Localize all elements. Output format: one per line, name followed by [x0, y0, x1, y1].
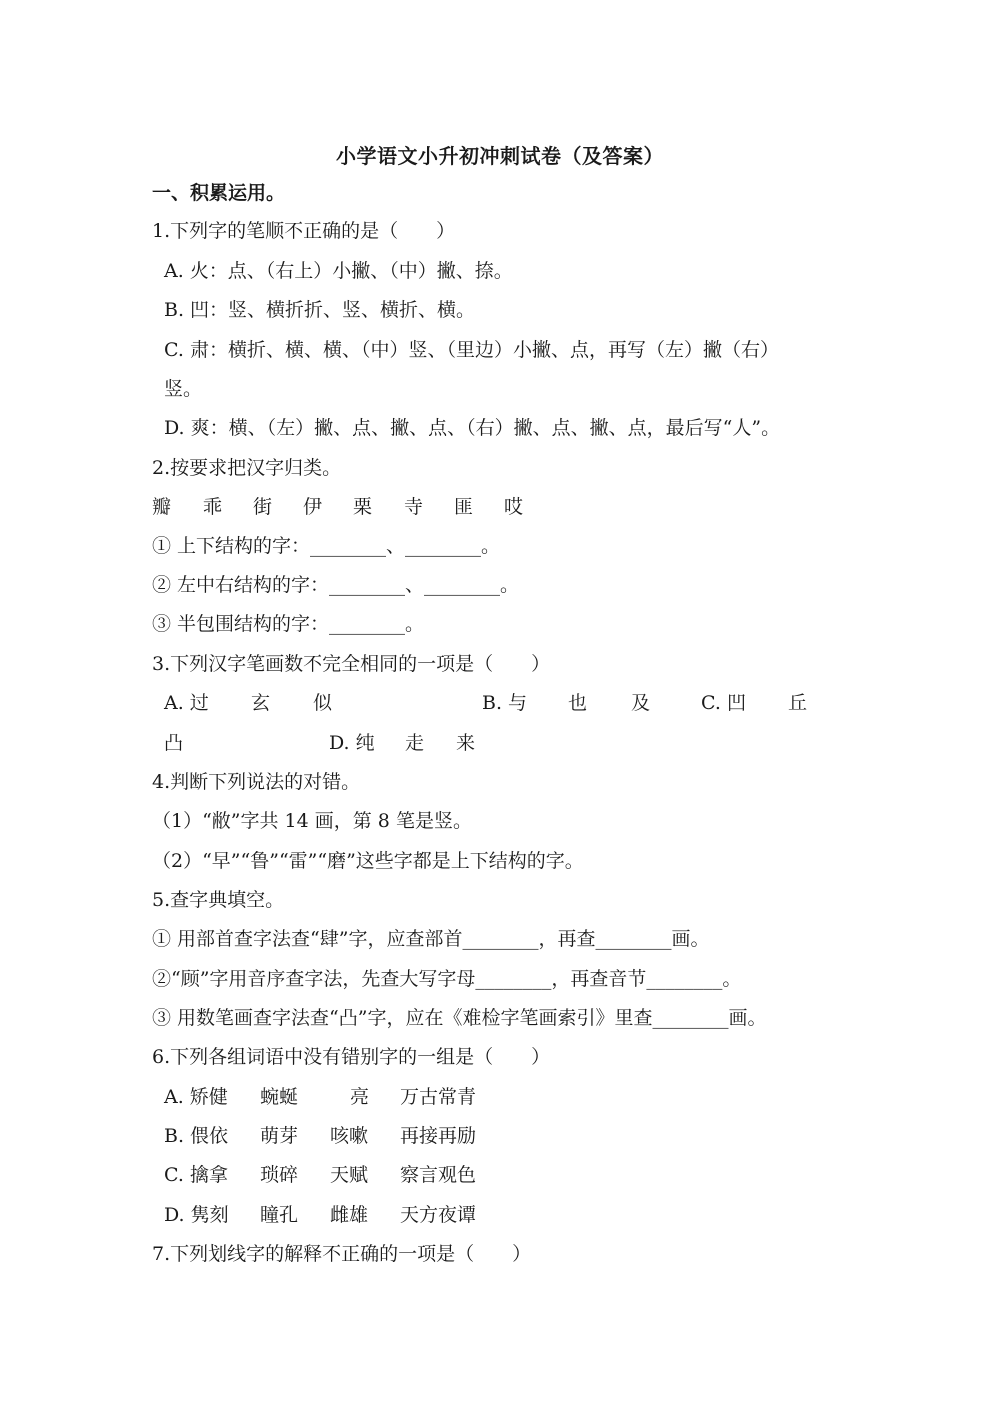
- question-6-option-c: C. 擒拿: [164, 1164, 228, 1186]
- question-1-option-c: C. 肃：横折、横、横、（中）竖、（里边）小撇、点，再写（左）撇（右）: [164, 339, 779, 361]
- question-6-word: 天赋: [330, 1164, 369, 1186]
- question-6-option-a: A. 矫健: [164, 1086, 228, 1108]
- question-3-option-b-char: 也: [568, 692, 588, 714]
- question-3-option-a: A. 过: [164, 692, 209, 714]
- char-item: 寺: [404, 496, 424, 518]
- question-3-option-d-char: 来: [456, 732, 476, 754]
- question-3-option-c-char: 丘: [788, 692, 808, 714]
- question-4-stem: 4.判断下列说法的对错。: [152, 771, 361, 793]
- section-heading: 一、积累运用。: [152, 182, 286, 204]
- question-3-option-b: B. 与: [482, 692, 528, 714]
- question-6-word: 雌雄: [330, 1204, 369, 1226]
- char-item: 栗: [353, 496, 373, 518]
- question-1-stem: 1.下列字的笔顺不正确的是（ ）: [152, 220, 456, 242]
- question-6-option-d: D. 隽刻: [164, 1204, 229, 1226]
- question-3-option-c: C. 凹: [701, 692, 746, 714]
- question-3-option-d: D. 纯: [329, 732, 375, 754]
- question-5-sub-3: ③ 用数笔画查字法查“凸”字，应在《难检字笔画索引》里查________画。: [152, 1007, 767, 1029]
- question-3-option-a-char: 似: [313, 692, 333, 714]
- char-item: 匪: [454, 496, 474, 518]
- question-6-word: 咳嗽: [330, 1125, 369, 1147]
- question-5-sub-2: ②“顾”字用音序查字法，先查大写字母________，再查音节________。: [152, 968, 742, 990]
- question-6-word: 亮: [350, 1086, 370, 1108]
- question-6-word: 再接再励: [400, 1125, 477, 1147]
- question-5-stem: 5.查字典填空。: [152, 889, 285, 911]
- question-6-word: 琐碎: [260, 1164, 299, 1186]
- char-item: 哎: [504, 496, 524, 518]
- question-2-stem: 2.按要求把汉字归类。: [152, 457, 342, 479]
- question-3-option-d-char: 走: [405, 732, 425, 754]
- question-2-sub-1: ① 上下结构的字：________、________。: [152, 535, 501, 557]
- question-5-sub-1: ① 用部首查字法查“肆”字，应查部首________，再查________画。: [152, 928, 710, 950]
- question-7-stem: 7.下列划线字的解释不正确的一项是（ ）: [152, 1243, 532, 1265]
- question-6-word: 天方夜谭: [400, 1204, 477, 1226]
- question-6-word: 萌芽: [260, 1125, 299, 1147]
- question-6-word: 瞳孔: [260, 1204, 299, 1226]
- question-1-option-c-cont: 竖。: [164, 378, 203, 400]
- question-1-option-d: D. 爽：横、（左）撇、点、撇、点、（右）撇、点、撇、点，最后写“人”。: [164, 417, 781, 439]
- question-6-word: 察言观色: [400, 1164, 477, 1186]
- question-3-option-a-char: 玄: [251, 692, 271, 714]
- char-item: 瓣: [152, 496, 172, 518]
- question-6-stem: 6.下列各组词语中没有错别字的一组是（ ）: [152, 1046, 551, 1068]
- question-2-sub-2: ② 左中右结构的字：________、________。: [152, 574, 520, 596]
- question-1-option-a: A. 火：点、（右上）小撇、（中）撇、捺。: [164, 260, 513, 282]
- question-1-option-b: B. 凹：竖、横折折、竖、横折、横。: [164, 299, 476, 321]
- char-item: 乖: [203, 496, 223, 518]
- question-6-option-b: B. 偎依: [164, 1125, 229, 1147]
- page-title: 小学语文小升初冲刺试卷（及答案）: [336, 144, 664, 168]
- question-6-word: 蜿蜒: [260, 1086, 299, 1108]
- char-item: 伊: [303, 496, 323, 518]
- char-item: 街: [253, 496, 273, 518]
- question-2-sub-3: ③ 半包围结构的字：________。: [152, 613, 425, 635]
- question-3-option-b-char: 及: [631, 692, 651, 714]
- question-6-word: 万古常青: [400, 1086, 477, 1108]
- question-3-stem: 3.下列汉字笔画数不完全相同的一项是（ ）: [152, 653, 551, 675]
- question-4-sub-1: （1）“敝”字共 14 画，第 8 笔是竖。: [152, 810, 472, 832]
- question-4-sub-2: （2）“早”“鲁”“雷”“磨”这些字都是上下结构的字。: [152, 850, 584, 872]
- question-3-option-c-char: 凸: [164, 732, 184, 754]
